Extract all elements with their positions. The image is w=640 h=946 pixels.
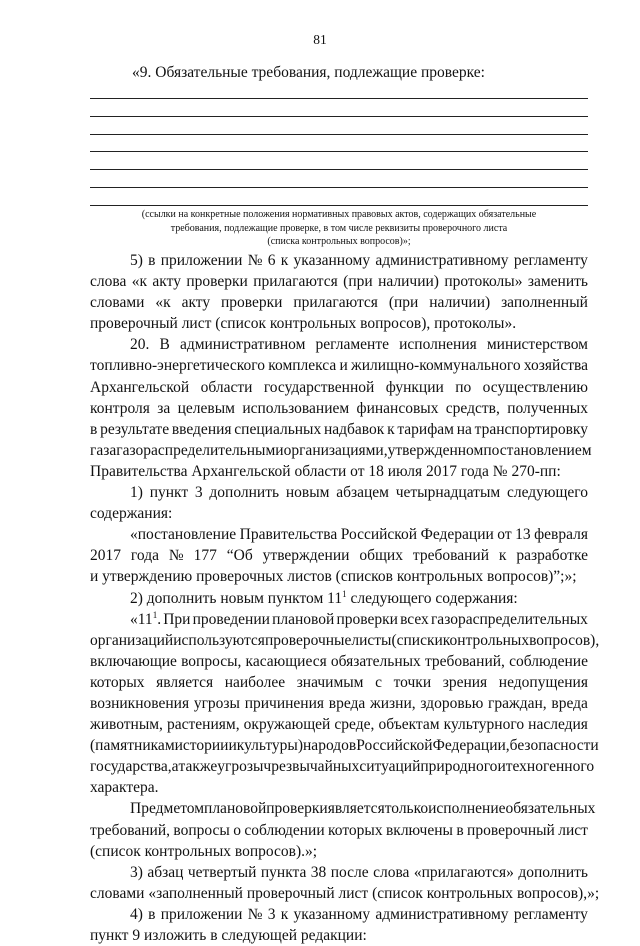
paragraph-subitem-3 <box>90 862 600 904</box>
text-line: «постановление Правительства Российской Федерации от 13 февраля <box>130 526 588 544</box>
paragraph-subject <box>90 798 596 861</box>
text-line: и утверждению проверочных листов (списков контрольных вопросов)”;»; <box>90 568 577 586</box>
blank-line <box>90 134 588 135</box>
section-heading: «9. Обязательные требования, подлежащие проверке: <box>132 64 485 81</box>
paragraph-subitem-2 <box>90 588 588 609</box>
text-line: 3) абзац четвертый пункта 38 после слова «прилагаются» дополнить <box>130 863 588 881</box>
text-line: требований, вопросы о соблюдении которых включены в проверочный лист <box>90 821 588 839</box>
caption-line: требования, подлежащие проверке, в том числе реквизиты проверочного листа <box>170 222 508 234</box>
text-line: Архангельской области государственной функции по осуществлению <box>90 378 588 396</box>
text-line: государства, а также угрозы чрезвычайных ситуаций природного и техногенного <box>90 758 595 776</box>
page-number: 81 <box>313 32 327 47</box>
text-line: (список контрольных вопросов).»; <box>90 842 318 860</box>
text-line: 2) дополнить новым пунктом $11^1$ следующего содержания: <box>130 588 518 607</box>
blank-line <box>90 169 588 170</box>
text-line: проверочный лист (список контрольных вопросов), протоколы». <box>90 315 517 333</box>
paragraph-quote-resolution <box>90 524 588 587</box>
caption-line: (списка контрольных вопросов)»; <box>267 236 411 247</box>
text-line: словами «заполненный проверочный лист (список контрольных вопросов),»; <box>90 884 600 902</box>
text-line: 4) в приложении № 3 к указанному административному регламенту <box>130 905 588 923</box>
blank-line <box>90 116 588 117</box>
blank-line <box>90 98 588 99</box>
text-line: Предметом плановой проверки является только исполнение обязательных <box>130 800 596 818</box>
text-line: «$11^1$. При проведении плановой проверки всех газораспределительных <box>130 609 588 628</box>
text-line: газа газораспределительными организациями, утвержденном постановлением <box>90 441 592 459</box>
text-line: 2017 года № 177 “Об утверждении общих требований к разработке <box>90 547 588 565</box>
caption-line: (ссылки на конкретные положения нормативных правовых актов, содержащих обязательные <box>141 209 537 220</box>
text-line: слова «к акту проверки прилагаются (при наличии) протоколы» заменить <box>90 273 588 291</box>
blank-line <box>90 205 588 206</box>
text-line: Правительства Архангельской области от 18 июля 2017 года № 270-пп: <box>90 462 561 480</box>
text-line: животным, растениям, окружающей среде, объектам культурного наследия <box>90 716 588 734</box>
text-line: организаций используются проверочные листы (списки контрольных вопросов), <box>90 631 600 649</box>
text-line: контроля за целевым использованием финансовых средств, полученных <box>90 399 588 417</box>
blank-line <box>90 187 588 188</box>
text-line: 5) в приложении № 6 к указанному административному регламенту <box>130 252 588 269</box>
text-line: включающие вопросы, касающиеся обязательных требований, соблюдение <box>90 652 588 670</box>
paragraph-subitem-4 <box>90 904 588 946</box>
text-line: возникновения угрозы причинения вреда жизни, здоровью граждан, вреда <box>90 694 588 712</box>
paragraph-subitem-1 <box>90 482 588 524</box>
text-line: пункт 9 изложить в следующей редакции: <box>90 927 367 944</box>
text-line: содержания: <box>90 505 173 523</box>
text-line: словами «к акту проверки прилагаются (при наличии) заполненный <box>90 294 588 312</box>
text-line: в результате введения специальных надбавок к тарифам на транспортировку <box>90 420 588 438</box>
text-line: характера. <box>90 779 159 797</box>
text-line: (памятникам истории и культуры) народов Российской Федерации, безопасности <box>90 737 599 755</box>
text-line: 20. В административном регламенте исполнения министерством <box>130 336 588 354</box>
text-line: которых является наиболее значимым с точки зрения недопущения <box>90 673 588 691</box>
paragraph-item-5 <box>90 250 588 334</box>
blank-line <box>90 151 588 152</box>
document-body <box>90 250 600 946</box>
paragraph-item-20 <box>90 334 592 482</box>
text-line: топливно-энергетического комплекса и жилищно-коммунального хозяйства <box>90 357 588 375</box>
caption-note <box>90 208 588 249</box>
blank-fill-lines <box>90 98 588 223</box>
paragraph-quote-11-1 <box>90 609 600 799</box>
text-line: 1) пункт 3 дополнить новым абзацем четырнадцатым следующего <box>130 484 588 502</box>
